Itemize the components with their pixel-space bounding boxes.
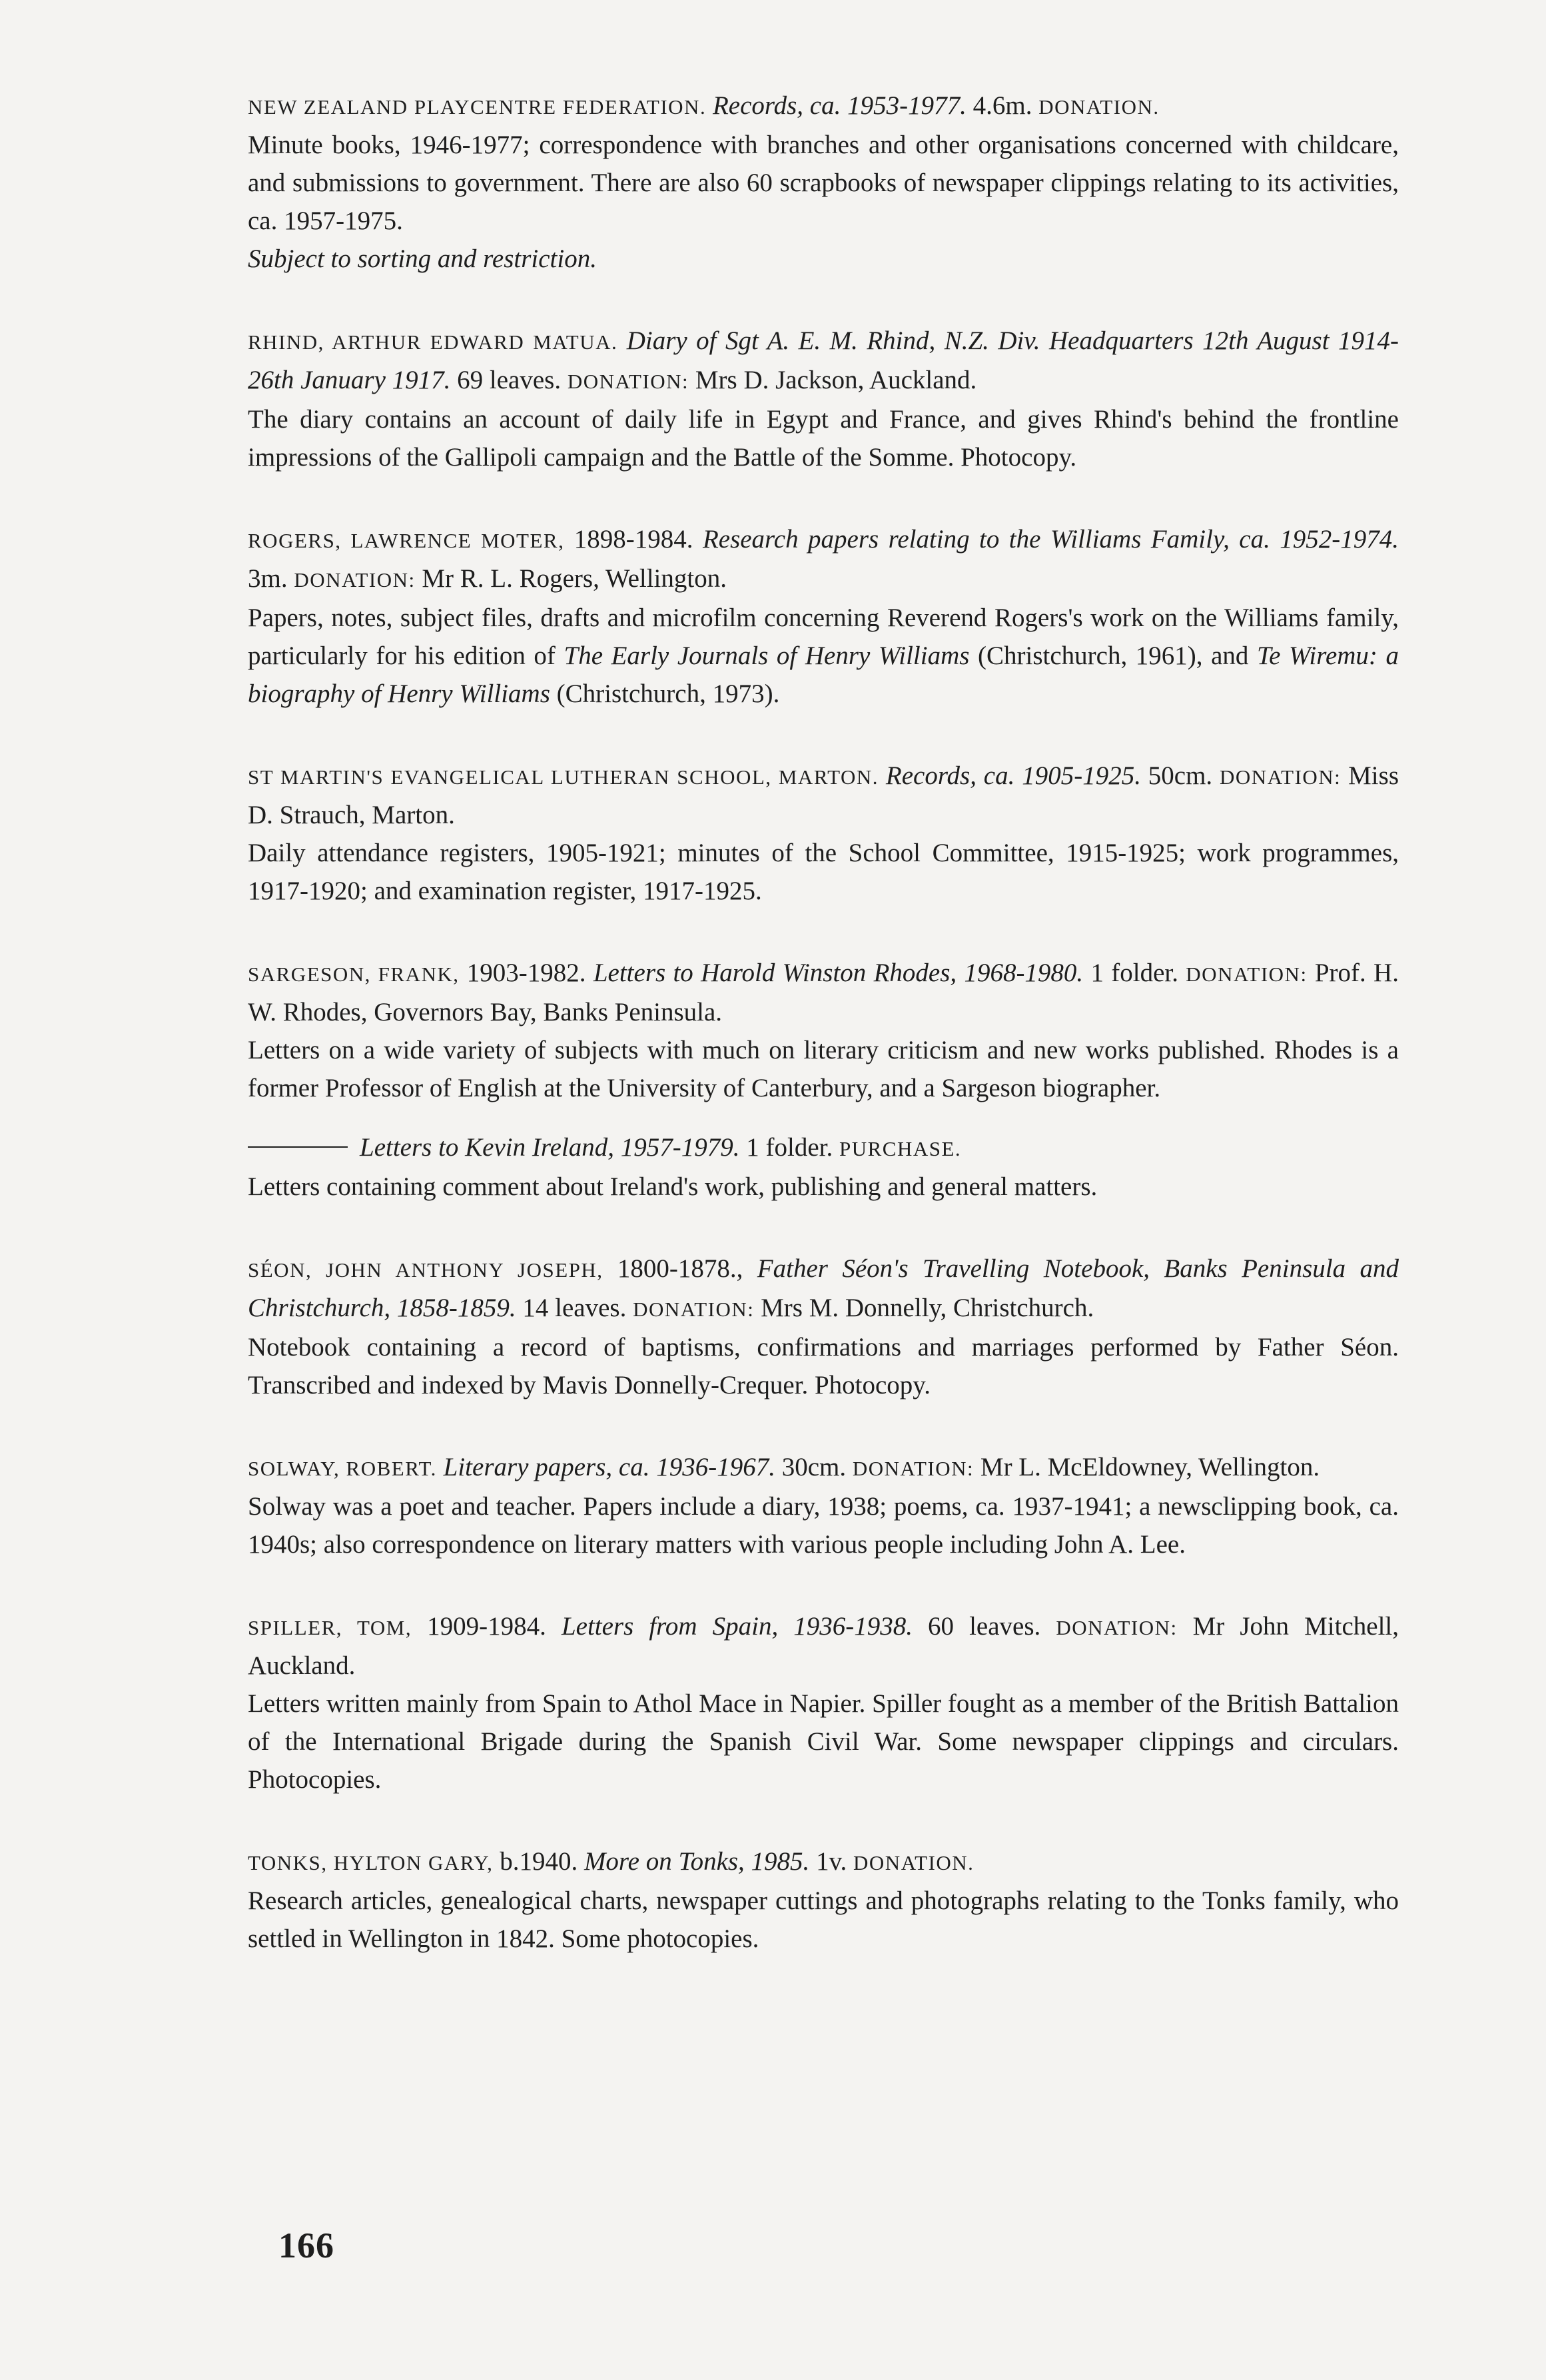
entry-description: Research articles, genealogical charts, newspaper cuttings and photographs relating to the Tonks family, who settled in Wellington in 1842. Some photocopies. (248, 1886, 1399, 1953)
entry-description: Papers, notes, subject files, drafts and microfilm concerning Reverend Rogers's work on the Williams family, particularly for his edition of The Early Journals of Henry Williams (Christchurch, 1961), and Te Wiremu: a biography of Henry Williams (Christchurch, 1973). (248, 603, 1399, 708)
entry-heading: Letters to Kevin Ireland, 1957-1979. 1 folder. PURCHASE. (248, 1128, 1399, 1168)
entry-heading: NEW ZEALAND PLAYCENTRE FEDERATION. Records, ca. 1953-1977. 4.6m. DONATION. (248, 91, 1160, 120)
entry-description: Notebook containing a record of baptisms, confirmations and marriages performed by Father Séon. Transcribed and indexed by Mavis Donnelly-Crequer. Photocopy. (248, 1333, 1399, 1399)
entry-rogers (248, 520, 1399, 713)
entry-description: The diary contains an account of daily life in Egypt and France, and gives Rhind's behind the frontline impressions of the Gallipoli campaign and the Battle of the Somme. Photocopy. (248, 405, 1399, 472)
entry-description: Daily attendance registers, 1905-1921; minutes of the School Committee, 1915-1925; work programmes, 1917-1920; and examination register, 1917-1925. (248, 839, 1399, 905)
document-page (248, 87, 1399, 2002)
entry-seon (248, 1250, 1399, 1404)
entry-heading: SÉON, JOHN ANTHONY JOSEPH, 1800-1878., Father Séon's Travelling Notebook, Banks Peninsula and Christchurch, 1858-1859. 14 leaves. DONATION: Mrs M. Donnelly, Christchurch. (248, 1254, 1399, 1322)
entry-description: Letters containing comment about Ireland's work, publishing and general matters. (248, 1172, 1098, 1201)
entry-description: Minute books, 1946-1977; correspondence with branches and other organisations concerned with childcare, and submissions to government. There are also 60 scrapbooks of newspaper clippings relating to its activities, ca. 1957-1975. (248, 131, 1399, 235)
entry-heading: ST MARTIN'S EVANGELICAL LUTHERAN SCHOOL, MARTON. Records, ca. 1905-1925. 50cm. DONATION: Miss D. Strauch, Marton. (248, 761, 1399, 829)
entry-heading: SOLWAY, ROBERT. Literary papers, ca. 1936-1967. 30cm. DONATION: Mr L. McEldowney, Wellington. (248, 1453, 1320, 1481)
entry-playcentre (248, 87, 1399, 278)
entry-heading: SPILLER, TOM, 1909-1984. Letters from Spain, 1936-1938. 60 leaves. DONATION: Mr John Mitchell, Auckland. (248, 1612, 1399, 1680)
ditto-dash (248, 1146, 348, 1148)
entry-description: Letters on a wide variety of subjects with much on literary criticism and new works published. Rhodes is a former Professor of English at the University of Canterbury, and a Sargeson biographer. (248, 1036, 1399, 1102)
entry-sargeson (248, 954, 1399, 1107)
entry-note: Subject to sorting and restriction. (248, 244, 597, 273)
entry-solway (248, 1448, 1399, 1563)
entry-heading: SARGESON, FRANK, 1903-1982. Letters to Harold Winston Rhodes, 1968-1980. 1 folder. DONATION: Prof. H. W. Rhodes, Governors Bay, Banks Peninsula. (248, 959, 1399, 1026)
entry-spiller (248, 1607, 1399, 1798)
entry-description: Solway was a poet and teacher. Papers include a diary, 1938; poems, ca. 1937-1941; a newsclipping book, ca. 1940s; also correspondence on literary matters with various people including John A. Lee. (248, 1492, 1399, 1559)
entry-heading: ROGERS, LAWRENCE MOTER, 1898-1984. Research papers relating to the Williams Family, ca. 1952-1974. 3m. DONATION: Mr R. L. Rogers, Wellington. (248, 525, 1399, 593)
entry-tonks (248, 1842, 1399, 1958)
entry-description: Letters written mainly from Spain to Athol Mace in Napier. Spiller fought as a member of the British Battalion of the International Brigade during the Spanish Civil War. Some newspaper clippings and circulars. Photocopies. (248, 1689, 1399, 1794)
page-number: 166 (278, 2225, 334, 2265)
entry-heading: RHIND, ARTHUR EDWARD MATUA. Diary of Sgt A. E. M. Rhind, N.Z. Div. Headquarters 12th August 1914-26th January 1917. 69 leaves. DONATION: Mrs D. Jackson, Auckland. (248, 326, 1399, 394)
entry-sargeson-ireland (248, 1128, 1399, 1206)
entry-st-martins (248, 757, 1399, 910)
entry-heading: TONKS, HYLTON GARY, b.1940. More on Tonks, 1985. 1v. DONATION. (248, 1847, 974, 1876)
entry-rhind (248, 322, 1399, 476)
